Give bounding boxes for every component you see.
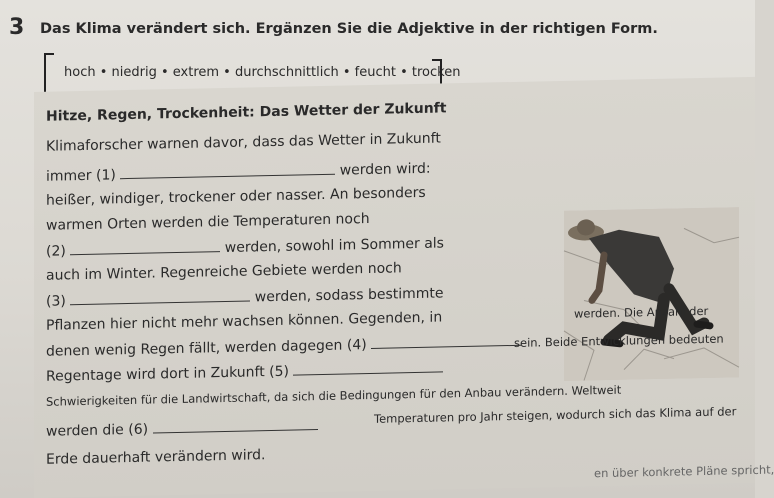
article-line — [46, 234, 444, 259]
word-bank: hoch • niedrig • extrem • durchschnittlich • feucht • trocken — [64, 65, 461, 80]
article-line-right: werden. Die Anzahl der — [574, 303, 709, 321]
gap-label: (2) — [46, 243, 66, 260]
gap-continuation: werden wird: — [339, 160, 431, 179]
article-line: Schwierigkeiten für die Landwirtschaft, da sich die Bedingungen für den Anbau verändern. Weltweit — [46, 382, 622, 409]
article-line: Erde dauerhaft verändern wird. — [46, 447, 266, 468]
article-line-cutoff: en über konkrete Pläne spricht, — [594, 462, 774, 481]
farmer-illustration-icon — [564, 207, 739, 381]
article-line-right: Temperaturen pro Jahr steigen, wodurch sich das Klima auf der — [374, 404, 737, 426]
gap-continuation: werden, sodass bestimmte — [254, 285, 444, 306]
gap-label: denen wenig Regen fällt, werden dagegen (4) — [46, 337, 367, 360]
exercise-number: 3 — [9, 15, 25, 40]
gap-blank-5[interactable] — [293, 359, 443, 375]
article-line: Pflanzen hier nicht mehr wachsen können. Gegenden, in — [46, 309, 443, 334]
article-title: Hitze, Regen, Trockenheit: Das Wetter der Zukunft — [46, 100, 447, 125]
exercise-instruction: Das Klima verändert sich. Ergänzen Sie die Adjektive in der richtigen Form. — [40, 21, 658, 37]
article-line — [46, 359, 443, 384]
article-panel — [34, 77, 774, 498]
article-line — [46, 333, 521, 360]
article-line — [46, 284, 444, 309]
gap-label: immer (1) — [46, 167, 116, 185]
gap-label: (3) — [46, 293, 66, 310]
article-line — [46, 417, 318, 440]
gap-blank-3[interactable] — [70, 288, 250, 305]
gap-blank-4[interactable] — [371, 333, 521, 349]
bracket-left — [44, 53, 54, 95]
gap-label: werden die (6) — [46, 421, 149, 440]
article-line: heißer, windiger, trockener oder nasser. An besonders — [46, 184, 426, 209]
gap-blank-1[interactable] — [120, 162, 335, 180]
gap-blank-6[interactable] — [153, 417, 318, 433]
article-line: Klimaforscher warnen davor, dass das Wetter in Zukunft — [46, 130, 441, 155]
gap-label: Regentage wird dort in Zukunft (5) — [46, 363, 289, 385]
drought-photo — [564, 207, 739, 381]
article-line: auch im Winter. Regenreiche Gebiete werden noch — [46, 260, 402, 284]
gap-continuation: werden, sowohl im Sommer als — [224, 235, 444, 257]
article-line: warmen Orten werden die Temperaturen noch — [46, 210, 370, 234]
article-line — [46, 160, 431, 185]
gap-blank-2[interactable] — [70, 239, 220, 255]
article-line-right: sein. Beide Entwicklungen bedeuten — [514, 331, 724, 350]
